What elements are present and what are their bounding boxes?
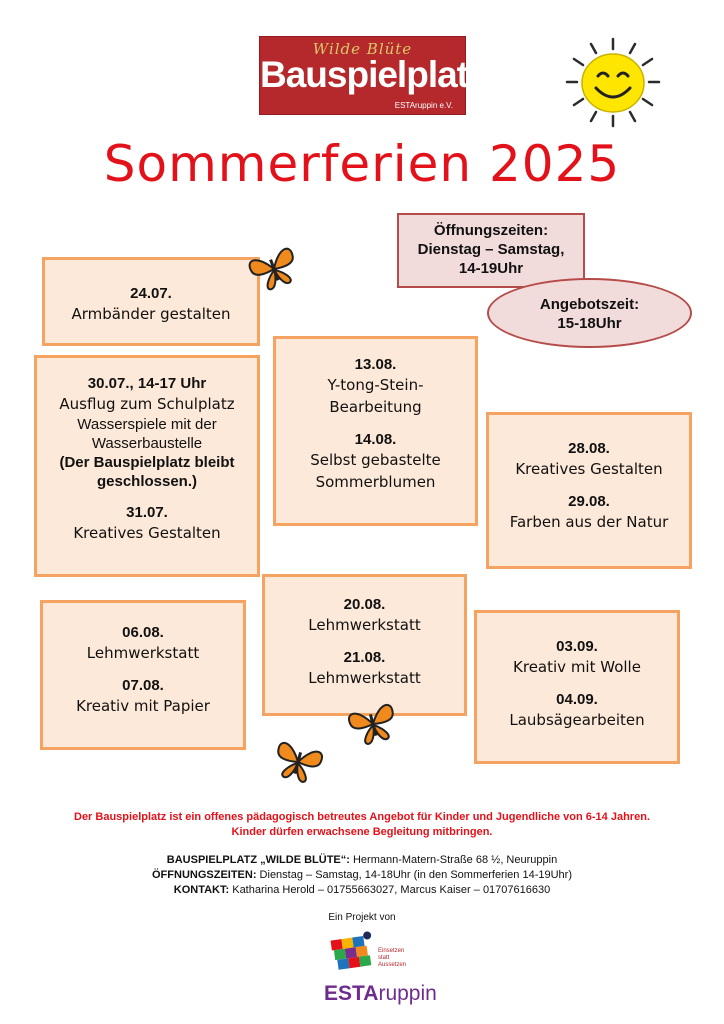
event-date: 29.08. bbox=[568, 493, 610, 510]
event-date: 06.08. bbox=[122, 624, 164, 641]
event-activity: Kreatives Gestalten bbox=[515, 460, 663, 478]
event-activity: Sommerblumen bbox=[315, 473, 436, 491]
event-date: 30.07., 14-17 Uhr bbox=[87, 375, 207, 392]
event-activity: Lehmwerkstatt bbox=[86, 644, 200, 662]
event-box-0608 bbox=[40, 600, 246, 750]
butterfly-icon bbox=[248, 245, 300, 293]
esta-tagline: Einsetzen bbox=[378, 948, 405, 954]
event-date: 14.08. bbox=[354, 431, 397, 448]
event-date: 28.08. bbox=[568, 440, 610, 457]
page-title: Sommerferien 2025 bbox=[103, 135, 621, 193]
event-activity: Selbst gebastelte bbox=[310, 451, 441, 469]
event-detail: Wasserbaustelle bbox=[91, 435, 203, 452]
event-box-3007 bbox=[34, 355, 260, 577]
esta-tagline: Aussetzen bbox=[378, 962, 407, 968]
contact-value: Katharina Herold – 01755663027, Marcus Kaiser – 01707616630 bbox=[229, 884, 551, 896]
event-note: geschlossen.) bbox=[96, 473, 198, 490]
event-activity: Lehmwerkstatt bbox=[308, 669, 421, 687]
event-activity: Kreativ mit Wolle bbox=[513, 658, 641, 676]
event-activity: Lehmwerkstatt bbox=[308, 616, 421, 634]
opening-hours-time: 14-19Uhr bbox=[458, 260, 524, 277]
event-box-1308 bbox=[273, 336, 478, 526]
butterfly-icon bbox=[272, 738, 324, 786]
event-date: 03.09. bbox=[556, 638, 598, 655]
event-date: 07.08. bbox=[122, 677, 164, 694]
event-note: (Der Bauspielplatz bleibt bbox=[59, 454, 235, 471]
logo-org-text: ESTAruppin e.V. bbox=[394, 101, 453, 110]
project-by-text: Ein Projekt von bbox=[328, 912, 396, 923]
event-activity: Y-tong-Stein- bbox=[327, 376, 424, 394]
event-activity: Kreatives Gestalten bbox=[73, 524, 221, 542]
opening-hours-box bbox=[397, 213, 585, 288]
event-activity: Bearbeitung bbox=[329, 398, 422, 416]
footer-notice bbox=[0, 810, 724, 840]
esta-name-part2: ruppin bbox=[378, 982, 437, 1005]
esta-ruppin-logo bbox=[322, 930, 437, 1010]
opening-hours-days: Dienstag – Samstag, bbox=[417, 241, 565, 258]
address-label: BAUSPIELPLATZ „WILDE BLÜTE“: bbox=[166, 854, 350, 866]
opening-hours-heading: Öffnungszeiten: bbox=[433, 222, 549, 239]
sun-icon bbox=[555, 35, 670, 130]
event-date: 21.08. bbox=[343, 649, 386, 666]
offer-time-heading: Angebotszeit: bbox=[539, 296, 640, 313]
bauspielplatz-logo bbox=[259, 36, 486, 115]
hours-line bbox=[0, 868, 724, 883]
esta-name bbox=[324, 982, 437, 1005]
esta-name-part1: ESTA bbox=[324, 982, 379, 1005]
event-activity: Armbänder gestalten bbox=[71, 305, 231, 323]
contact-line bbox=[0, 883, 724, 898]
event-detail: Wasserspiele mit der bbox=[77, 416, 217, 433]
address-value: Hermann-Matern-Straße 68 ½, Neuruppin bbox=[349, 854, 558, 866]
event-box-2407 bbox=[42, 257, 260, 346]
address-line bbox=[0, 853, 724, 868]
event-box-0309 bbox=[474, 610, 680, 764]
event-box-2008 bbox=[262, 574, 467, 716]
event-activity: Farben aus der Natur bbox=[509, 513, 669, 531]
logo-main-text: Bauspielplatz bbox=[260, 54, 486, 95]
contact-info bbox=[0, 853, 724, 898]
notice-line: Der Bauspielplatz ist ein offenes pädagogisch betreutes Angebot für Kinder und Jugendliche von 6-14 Jahren. bbox=[74, 811, 650, 823]
event-date: 31.07. bbox=[126, 504, 168, 521]
offer-time-value: 15-18Uhr bbox=[557, 315, 622, 332]
notice-line: Kinder dürfen erwachsene Begleitung mitbringen. bbox=[231, 826, 493, 838]
event-activity: Laubsägearbeiten bbox=[509, 711, 645, 729]
butterfly-icon bbox=[347, 700, 399, 748]
offer-time-ellipse bbox=[487, 278, 692, 348]
esta-tagline: statt bbox=[378, 955, 390, 961]
event-date: 20.08. bbox=[343, 596, 386, 613]
event-box-2808 bbox=[486, 412, 692, 569]
contact-label: KONTAKT: bbox=[173, 884, 230, 896]
hours-label: ÖFFNUNGSZEITEN: bbox=[152, 869, 257, 881]
event-date: 24.07. bbox=[130, 285, 172, 302]
logo-script-text: Wilde Blüte bbox=[312, 40, 413, 58]
hours-value: Dienstag – Samstag, 14-18Uhr (in den Sommerferien 14-19Uhr) bbox=[256, 869, 572, 881]
event-activity: Ausflug zum Schulplatz bbox=[59, 395, 235, 413]
event-activity: Kreativ mit Papier bbox=[76, 697, 210, 715]
event-date: 04.09. bbox=[556, 691, 598, 708]
event-date: 13.08. bbox=[354, 356, 397, 373]
